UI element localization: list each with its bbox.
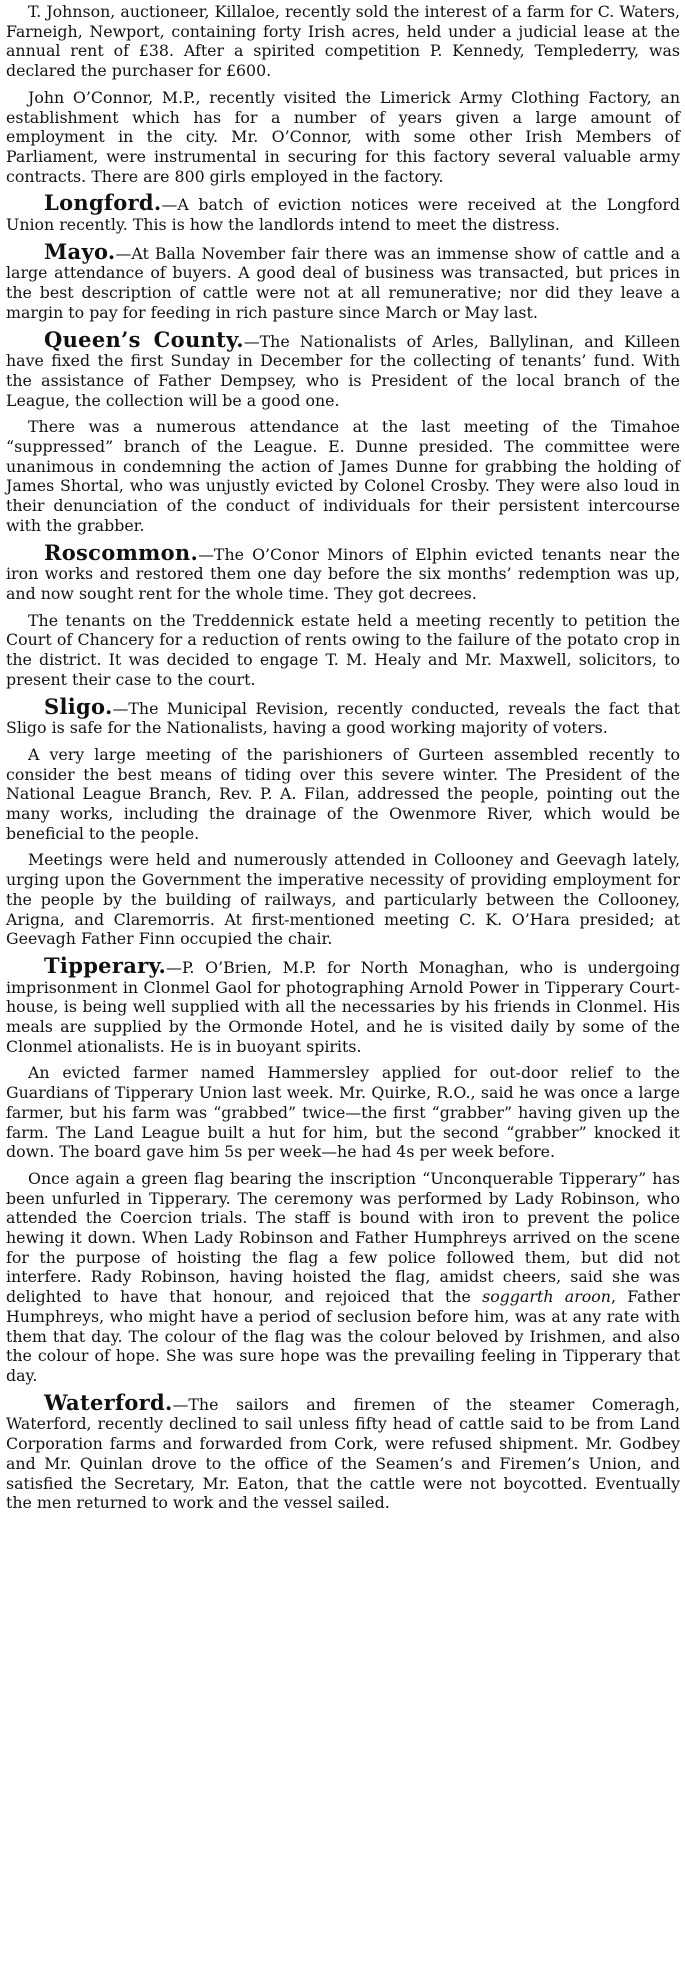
mayo-text: —At Balla November fair there was an immense show of cattle and a large attendance of buyers. A good deal of business was transacted, but prices in the best description of cattle were not at all remunerative; nor did they leave a margin to pay for feeding in rich pasture since March or May last.: [6, 243, 680, 322]
sligo-paragraph: [6, 693, 680, 738]
tipperary-p3-part-b: , Father Humphreys, who might have a period of seclusion before him, was at any rate with them that day. The colour of the flag was the colour beloved by Irishmen, and also the colour of hope. She was sure hope was the prevailing feeling in Tipperary that day.: [6, 1287, 680, 1385]
tipperary-paragraph: [6, 952, 680, 1057]
county-heading-mayo: Mayo.: [44, 238, 116, 264]
tipperary-paragraph-2: An evicted farmer named Hammersley applied for out-door relief to the Guardians of Tipperary Union last week. Mr. Quirke, R.O., said he was once a large farmer, but his farm was “grabbed” twice—the first “grabber” having given up the farm. The Land League built a hut for him, but the second “grabber” knocked it down. The board gave him 5s per week—he had 4s per week before.: [6, 1063, 680, 1162]
county-heading-tipperary: Tipperary.: [44, 952, 167, 978]
queens-county-paragraph: [6, 326, 681, 411]
waterford-paragraph: [6, 1389, 680, 1513]
queens-county-text: —The Nationalists of Arles, Ballylinan, and Killeen have fixed the first Sunday in December for the collecting of tenants’ fund. With the assistance of Father Dempsey, who is President of the local branch of the League, the collection will be a good one.: [6, 331, 681, 410]
intro-paragraph-1: T. Johnson, auctioneer, Killaloe, recently sold the interest of a farm for C. Waters, Farneigh, Newport, containing forty Irish acres, held under a judicial lease at the annual rent of £38. After a spirited competition P. Kennedy, Templederry, was declared the purchaser for £600.: [6, 2, 680, 81]
tipperary-p3-part-a: Once again a green flag bearing the inscription “Unconquerable Tipperary” has been unfurled in Tipperary. The ceremony was performed by Lady Robinson, who attended the Coercion trials. The staff is bound with iron to prevent the police hewing it down. When Lady Robinson and Father Humphreys arrived on the scene for the purpose of hoisting the flag a few police followed them, but did not interfere. Rady Robinson, having hoisted the flag, amidst cheers, said she was delighted to have that honour, and rejoiced that the: [6, 1168, 680, 1307]
queens-county-paragraph-2: There was a numerous attendance at the last meeting of the Timahoe “suppressed” branch of the League. E. Dunne presided. The committee were unanimous in condemning the action of James Dunne for grabbing the holding of James Shortal, who was unjustly evicted by Colonel Crosby. They were also loud in their denunciation of the conduct of individuals for their persistent intercourse with the grabber.: [6, 417, 680, 535]
county-heading-queens-county: Queen’s County.: [44, 326, 244, 352]
tipperary-p3-italic: soggarth aroon: [482, 1287, 611, 1307]
sligo-paragraph-2: A very large meeting of the parishioners of Gurteen assembled recently to consider the best means of tiding over this severe winter. The President of the National League Branch, Rev. P. A. Filan, addressed the people, pointing out the many works, including the drainage of the Owenmore River, which would be beneficial to the people.: [6, 744, 680, 843]
intro-paragraph-2: John O’Connor, M.P., recently visited the Limerick Army Clothing Factory, an establishment which has for a number of years given a large amount of employment in the city. Mr. O’Connor, with some other Irish Members of Parliament, were instrumental in securing for this factory several valuable army contracts. There are 800 girls employed in the factory.: [6, 87, 680, 186]
county-heading-sligo: Sligo.: [44, 693, 113, 719]
tipperary-paragraph-3: [6, 1169, 680, 1386]
roscommon-paragraph: [6, 539, 680, 604]
county-heading-roscommon: Roscommon.: [44, 539, 199, 565]
tipperary-text: —P. O’Brien, M.P. for North Monaghan, who is undergoing imprisonment in Clonmel Gaol for photographing Arnold Power in Tipperary Court-house, is being well supplied with all the necessaries by his friends in Clonmel. His meals are supplied by the Ormonde Hotel, and he is visited daily by some of the Clonmel ationalists. He is in buoyant spirits.: [6, 957, 680, 1056]
county-heading-longford: Longford.: [44, 190, 162, 216]
roscommon-text: —The O’Conor Minors of Elphin evicted tenants near the iron works and restored them one day before the six months’ redemption was up, and now sought rent for the whole time. They got decrees.: [6, 544, 680, 603]
mayo-paragraph: [6, 238, 680, 323]
longford-text: —A batch of eviction notices were received at the Longford Union recently. This is how the landlords intend to meet the distress.: [6, 195, 680, 235]
waterford-text: —The sailors and firemen of the steamer Comeragh, Waterford, recently declined to sail unless fifty head of cattle said to be from Land Corporation farms and forwarded from Cork, were refused shipment. Mr. Godbey and Mr. Quinlan drove to the office of the Seamen’s and Firemen’s Union, and satisfied the Secretary, Mr. Eaton, that the cattle were not boycotted. Eventually the men returned to work and the vessel sailed.: [6, 1394, 680, 1513]
longford-paragraph: [6, 190, 680, 235]
county-heading-waterford: Waterford.: [44, 1389, 173, 1415]
sligo-text: —The Municipal Revision, recently conducted, reveals the fact that Sligo is safe for the Nationalists, having a good working majority of voters.: [6, 698, 680, 738]
sligo-paragraph-3: Meetings were held and numerously attended in Collooney and Geevagh lately, urging upon the Government the imperative necessity of providing employment for the people by the building of railways, and particularly between the Collooney, Arigna, and Claremorris. At first-mentioned meeting C. K. O’Hara presided; at Geevagh Father Finn occupied the chair.: [6, 850, 680, 949]
roscommon-paragraph-2: The tenants on the Treddennick estate held a meeting recently to petition the Court of Chancery for a reduction of rents owing to the failure of the potato crop in the district. It was decided to engage T. M. Healy and Mr. Maxwell, solicitors, to present their case to the court.: [6, 610, 680, 689]
